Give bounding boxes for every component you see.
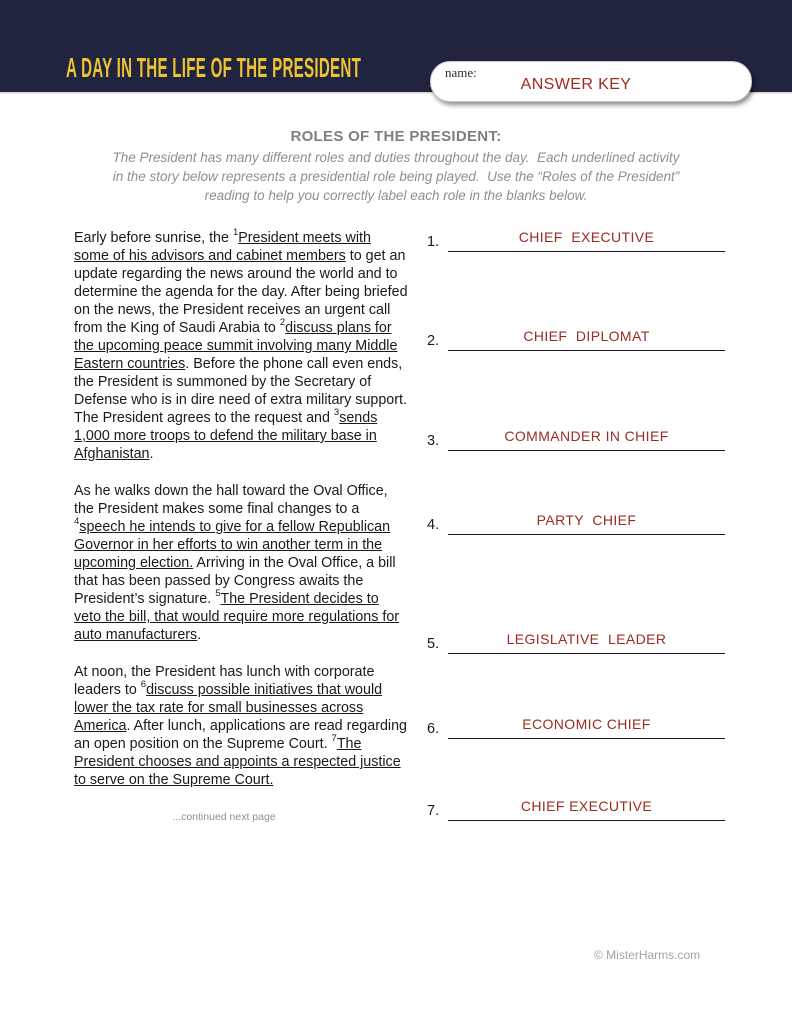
- instructions: [0, 148, 792, 205]
- answer-number: 3.: [427, 433, 440, 449]
- continued-note: ...continued next page: [172, 811, 276, 823]
- name-field[interactable]: [430, 61, 752, 102]
- story-paragraph-1: Early before sunrise, the $^1$President meets with some of his advisors and cabinet members to get an update regarding the news around the world and to determine the agenda for the day. After being briefed on the news, the President receives an urgent call from the King of Saudi Arabia to $^2$discuss plans for the upcoming peace summit involving many Middle Eastern countries. Before the phone call even ends, the President is summoned by the Secretary of Defense who is in dire need of extra military support. The President agrees to the request and $^3$sends 1,000 more troops to defend the military base in Afghanistan.: [74, 227, 408, 462]
- answer-row-4: [427, 512, 725, 535]
- answer-number: 2.: [427, 333, 440, 349]
- answer-blank-3[interactable]: [448, 428, 725, 451]
- answer-blank-4[interactable]: [448, 512, 725, 535]
- name-label: name:: [445, 65, 477, 80]
- answer-label: PARTY CHIEF: [536, 512, 637, 528]
- section-heading: ROLES OF THE PRESIDENT:: [290, 128, 502, 145]
- footer-credit: © MisterHarms.com: [594, 948, 701, 962]
- worksheet-title: A DAY IN THE LIFE OF THE PRESIDENT: [66, 52, 362, 83]
- story-column: [74, 229, 408, 826]
- answer-label: LEGISLATIVE LEADER: [506, 631, 667, 647]
- answer-blank-7[interactable]: [448, 798, 725, 821]
- answer-number: 7.: [427, 803, 440, 819]
- answer-row-3: [427, 428, 725, 451]
- answer-row-5: [427, 631, 725, 654]
- answer-number: 4.: [427, 517, 440, 533]
- name-value: ANSWER KEY: [520, 76, 632, 93]
- answer-label: ECONOMIC CHIEF: [522, 716, 651, 732]
- answer-blank-2[interactable]: [448, 328, 725, 351]
- answer-label: COMMANDER IN CHIEF: [504, 428, 669, 444]
- instructions-line-1: The President has many different roles and duties throughout the day. Each underlined activity: [112, 150, 680, 165]
- story-paragraph-3: At noon, the President has lunch with corporate leaders to $^6$discuss possible initiatives that would lower the tax rate for small businesses across America. After lunch, applications are read regarding an open position on the Supreme Court. $^7$The President chooses and appoints a respected justice to serve on the Supreme Court.: [74, 664, 407, 788]
- answer-row-2: [427, 328, 725, 351]
- answer-row-6: [427, 716, 725, 739]
- answer-row-1: [427, 229, 725, 252]
- instructions-line-3: reading to help you correctly label each role in the blanks below.: [204, 188, 588, 203]
- answer-label: CHIEF EXECUTIVE: [520, 798, 653, 814]
- answer-number: 6.: [427, 721, 440, 737]
- instructions-line-2: in the story below represents a presidential role being played. Use the “Roles of the President”: [112, 169, 680, 184]
- answer-row-7: [427, 798, 725, 821]
- answer-blank-5[interactable]: [448, 631, 725, 654]
- answer-blank-1[interactable]: [448, 229, 725, 252]
- answer-number: 5.: [427, 636, 440, 652]
- answer-blank-6[interactable]: [448, 716, 725, 739]
- answer-number: 1.: [427, 234, 440, 250]
- story-paragraph-2: As he walks down the hall toward the Oval Office, the President makes some final changes to a $^4$speech he intends to give for a fellow Republican Governor in her efforts to win another term in the upcoming election. Arriving in the Oval Office, a bill that has been passed by Congress awaits the President’s signature. $^5$The President decides to veto the bill, that would require more regulations for auto manufacturers.: [74, 483, 400, 643]
- answer-label: CHIEF DIPLOMAT: [523, 328, 650, 344]
- answer-label: CHIEF EXECUTIVE: [518, 229, 655, 245]
